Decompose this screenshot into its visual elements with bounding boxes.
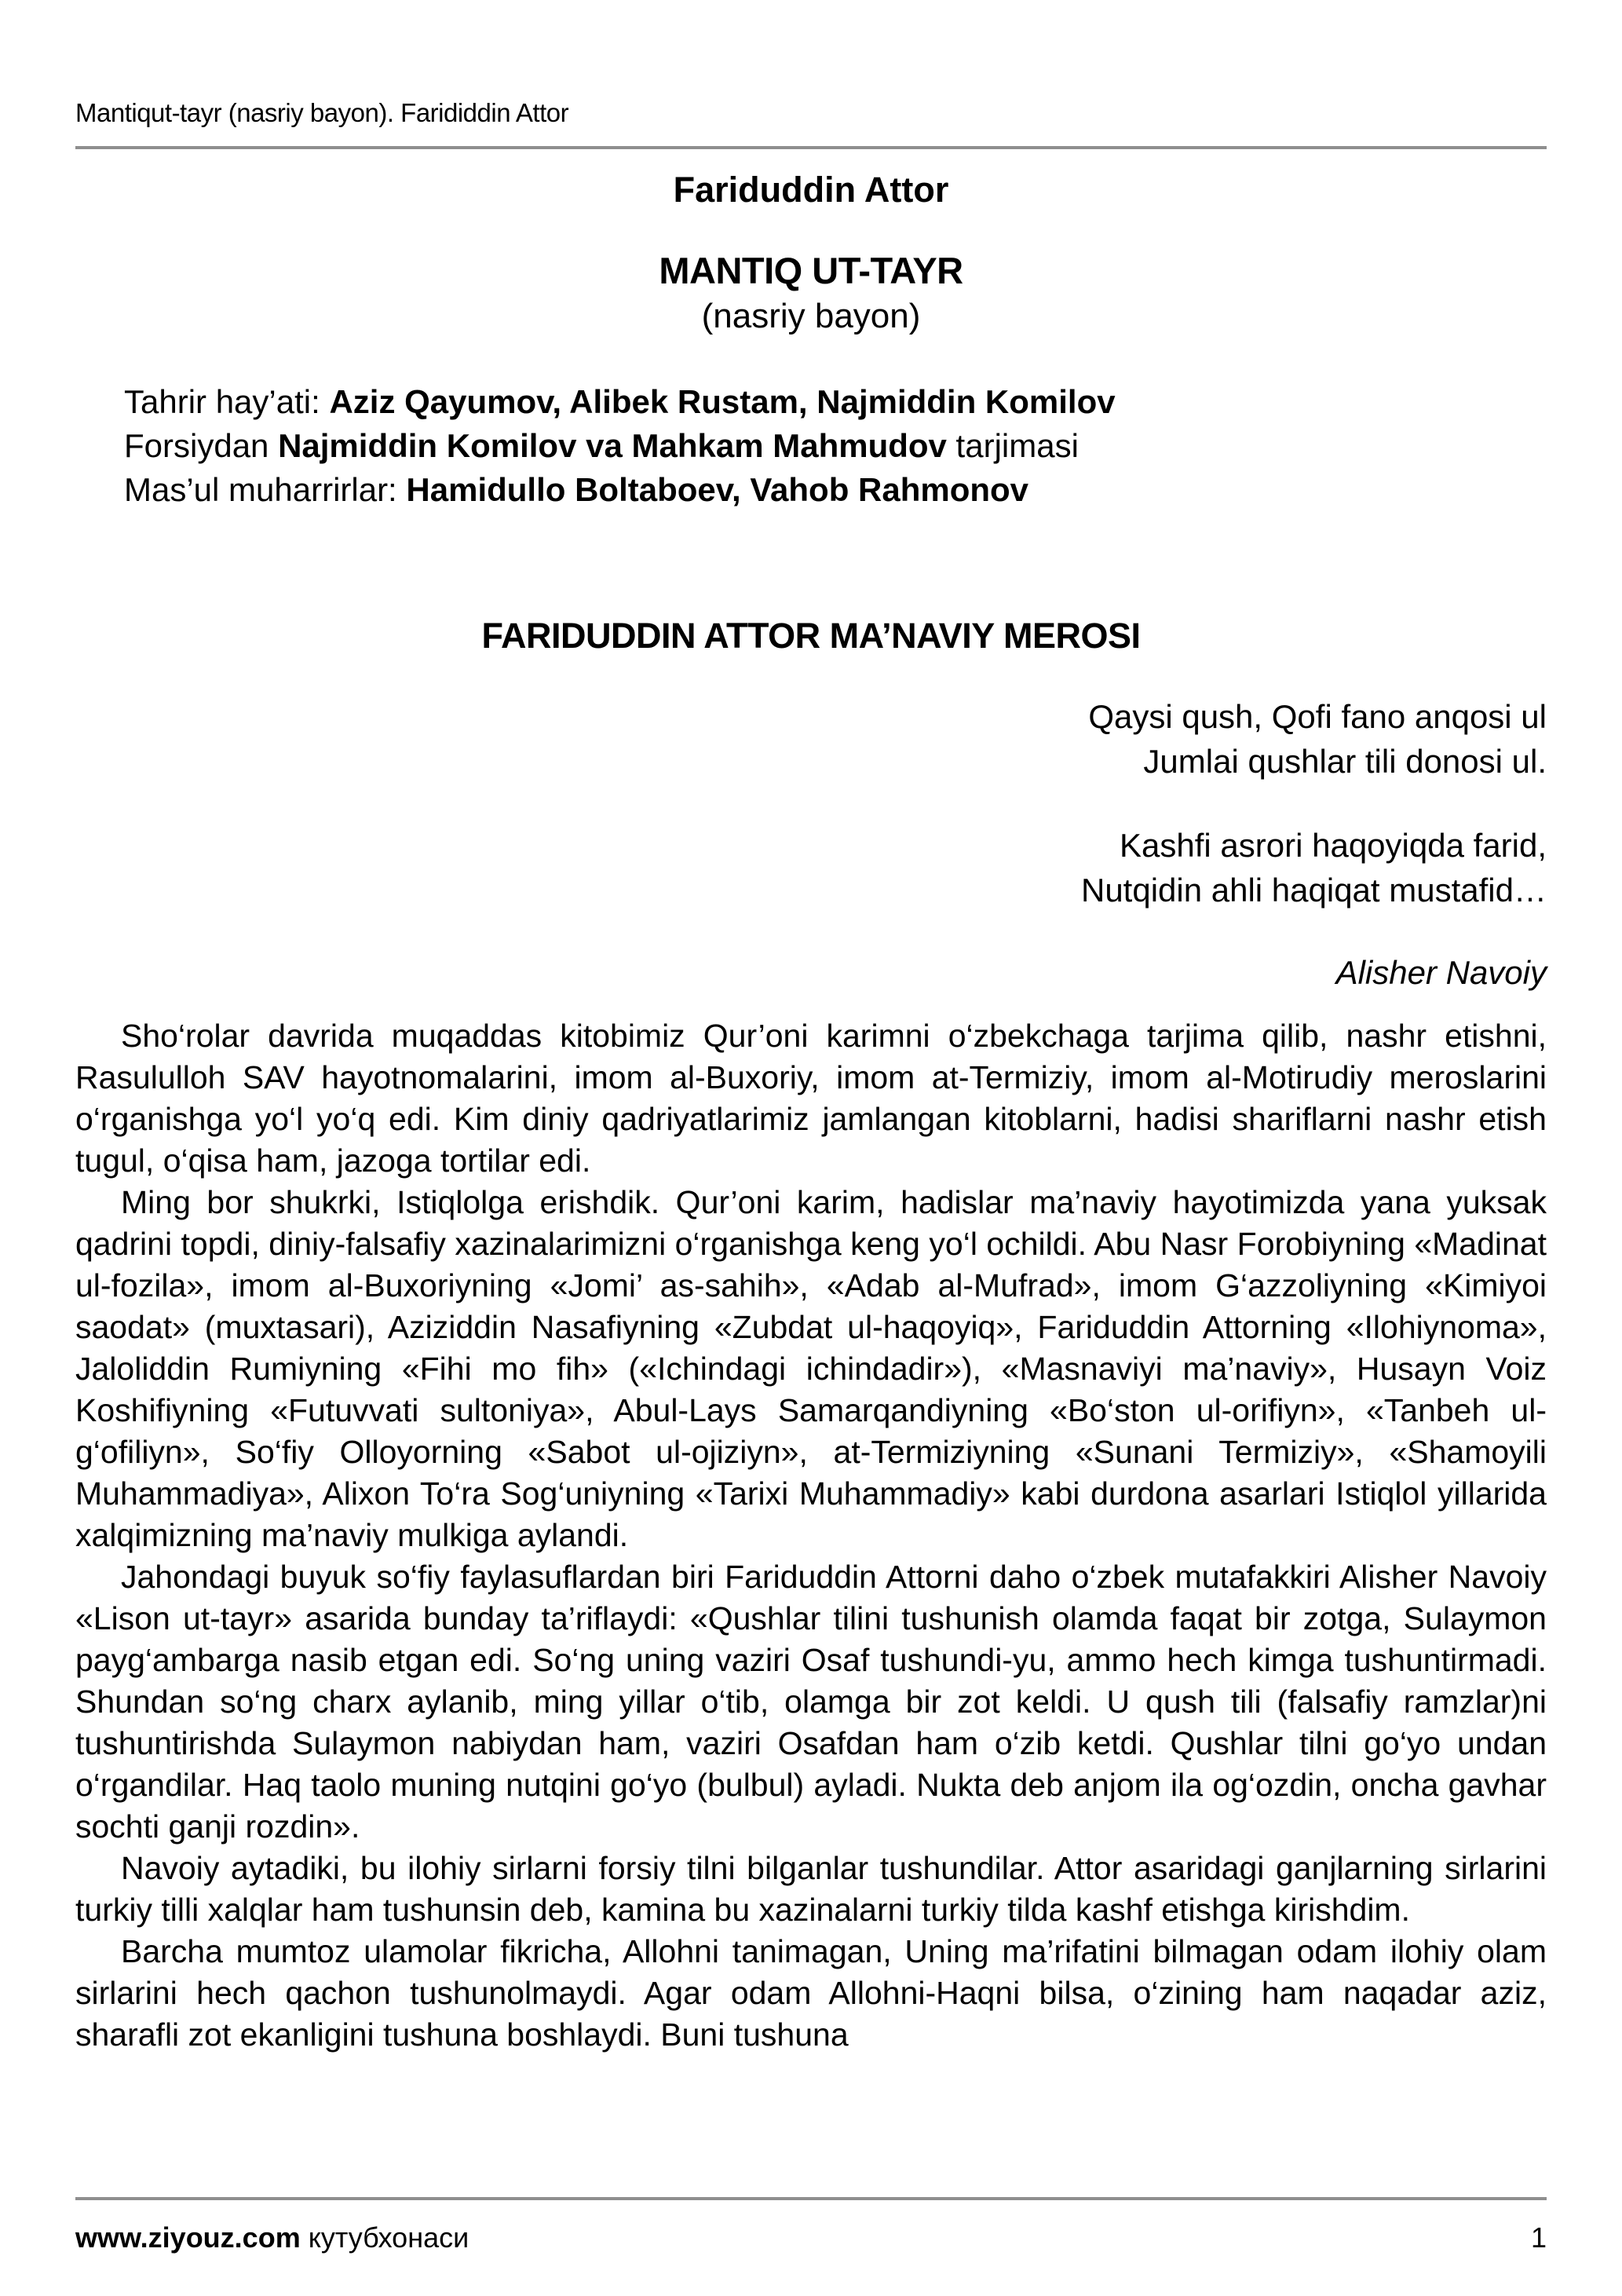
book-title: MANTIQ UT-TAYR (659, 250, 963, 291)
epigraph-attribution: Alisher Navoiy (1335, 954, 1547, 991)
editorial-names: Hamidullo Boltaboev, Vahob Rahmonov (406, 471, 1029, 508)
editorial-prefix: Mas’ul muharrirlar: (124, 471, 407, 508)
epigraph-line: Qaysi qush, Qofi fano anqosi ul (1088, 698, 1547, 735)
page-footer (75, 2197, 1547, 2255)
footer-site: www.ziyouz.com (75, 2221, 301, 2254)
editorial-names: Aziz Qayumov, Alibek Rustam, Najmiddin Komilov (329, 383, 1116, 420)
book-subtitle: (nasriy bayon) (701, 297, 921, 335)
header-rule (75, 146, 1547, 149)
section-heading: FARIDUDDIN ATTOR MA’NAVIY MEROSI (481, 616, 1141, 656)
author-name: Fariduddin Attor (673, 170, 949, 210)
epigraph-stanza (75, 823, 1547, 912)
editorial-prefix: Forsiydan (124, 427, 279, 464)
editorial-prefix: Tahrir hay’ati: (124, 383, 330, 420)
editorial-line (124, 468, 1547, 512)
header-title: Mantiqut-tayr (nasriy bayon). Farididdin Attor (75, 98, 569, 127)
editorial-block (75, 380, 1547, 512)
epigraph-line: Kashfi asrori haqoyiqda farid, (1120, 827, 1547, 864)
epigraph-stanza (75, 694, 1547, 784)
editorial-line (124, 424, 1547, 468)
epigraph-line: Jumlai qushlar tili donosi ul. (1143, 743, 1547, 780)
footer-left (75, 2221, 469, 2255)
body-text (75, 1015, 1547, 2056)
editorial-suffix: tarjimasi (946, 427, 1079, 464)
paragraph: Barcha mumtoz ulamolar fikricha, Allohni tanimagan, Uning ma’rifatini bilmagan odam ilohiy olam sirlarini hech qachon tushunolmaydi. Agar odam Allohni-Haqni bilsa, o‘zining ham naqadar aziz, sharafli zot ekanligini tushuna boshlaydi. Buni tushuna (75, 1933, 1547, 2053)
paragraph: Sho‘rolar davrida muqaddas kitobimiz Qur’oni karimni o‘zbekchaga tarjima qilib, nashr etishni, Rasululloh SAV hayotnomalarini, imom al-Buxoriy, imom at-Termiziy, imom al-Motirudiy meroslarini o‘rganishga yo‘l yo‘q edi. Kim diniy qadriyatlarimiz jamlangan kitoblarni, hadisi shariflarni nashr etish tugul, o‘qisa ham, jazoga tortilar edi. (75, 1018, 1547, 1179)
title-block (75, 170, 1547, 336)
footer-page-number: 1 (1530, 2221, 1547, 2254)
paragraph: Ming bor shukrki, Istiqlolga erishdik. Qur’oni karim, hadislar ma’naviy hayotimizda yana yuksak qadrini topdi, diniy-falsafiy xazinalarimizni o‘rganishga keng yo‘l ochildi. Abu Nasr Forobiyning «Madinat ul-fozila», imom al-Buxoriyning «Jomi’ as-sahih», «Adab al-Mufrad», imom G‘azzoliyning «Kimiyoi saodat» (muxtasari), Aziziddin Nasafiyning «Zubdat ul-haqoyiq», Fariduddin Attorning «Ilohiynoma», Jaloliddin Rumiyning «Fihi mo fih» («Ichindagi ichindadir»), «Masnaviyi ma’naviy», Husayn Voiz Koshifiyning «Futuvvati sultoniya», Abul-Lays Samarqandiyning «Bo‘ston ul-orifiyn», «Tanbeh ul-g‘ofiliyn», So‘fiy Olloyorning «Sabot ul-ojiziyn», at-Termiziyning «Sunani Termiziy», «Shamoyili Muhammadiya», Alixon To‘ra Sog‘uniyning «Tarixi Muhammadiy» kabi durdona asarlari Istiqlol yillarida xalqimizning ma’naviy mulkiga aylandi. (75, 1184, 1547, 1553)
page-header (75, 0, 1547, 149)
editorial-line (124, 380, 1547, 424)
epigraph-line: Nutqidin ahli haqiqat mustafid… (1080, 872, 1547, 909)
epigraph (75, 694, 1547, 995)
editorial-names: Najmiddin Komilov va Mahkam Mahmudov (278, 427, 947, 464)
paragraph: Jahondagi buyuk so‘fiy faylasuflardan biri Fariduddin Attorni daho o‘zbek mutafakkiri Alisher Navoiy «Lison ut-tayr» asarida bunday ta’riflaydi: «Qushlar tilini tushunish olamda faqat bir zotga, Sulaymon payg‘ambarga nasib etgan edi. So‘ng uning vaziri Osaf tushundi-yu, ammo hech kimga tushuntirmadi. Shundan so‘ng charx aylanib, ming yillar o‘tib, olamga bir zot keldi. U qush tili (falsafiy ramzlar)ni tushuntirishda Sulaymon nabiydan ham, vaziri Osafdan ham o‘zib ketdi. Qushlar tilni go‘yo undan o‘rgandilar. Haq taolo muning nutqini go‘yo (bulbul) ayladi. Nukta deb anjom ila og‘ozdin, oncha gavhar sochti ganji rozdin». (75, 1559, 1547, 1844)
footer-library-label: кутубхонаси (300, 2221, 469, 2254)
paragraph: Navoiy aytadiki, bu ilohiy sirlarni forsiy tilni bilganlar tushundilar. Attor asaridagi ganjlarning sirlarini turkiy tilli xalqlar ham tushunsin deb, kamina bu xazinalarni turkiy tilda kashf etishga kirishdim. (75, 1850, 1547, 1928)
